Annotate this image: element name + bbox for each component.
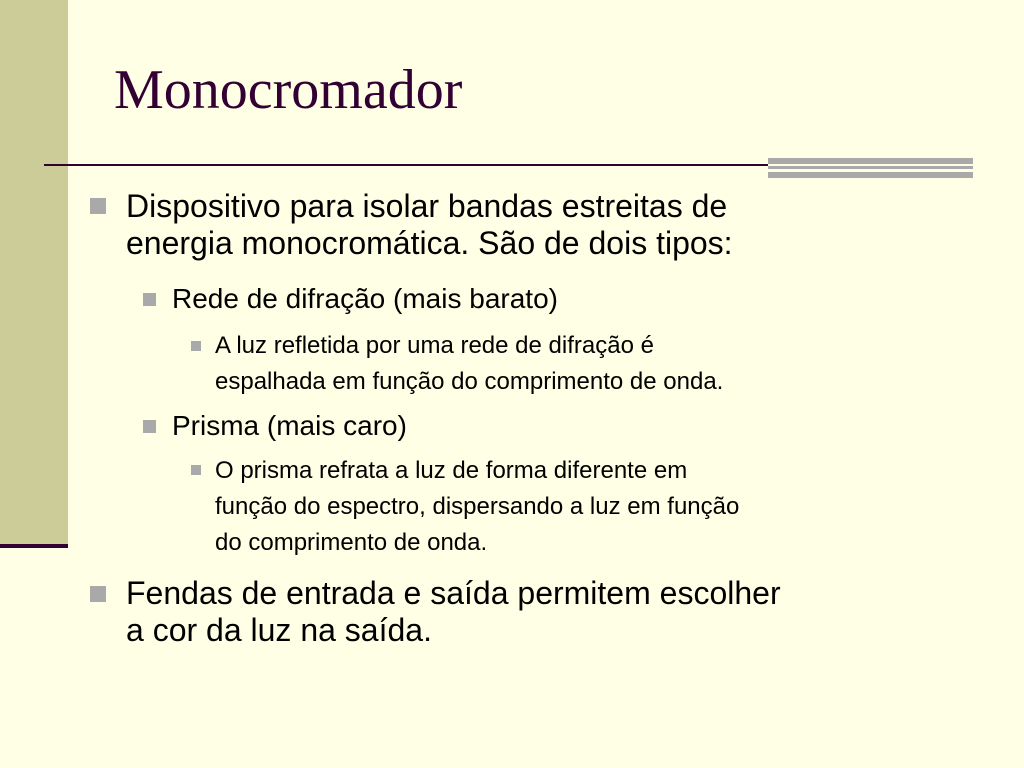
slide-title: Monocromador <box>114 59 463 121</box>
bullet-square-icon <box>90 586 106 602</box>
bullet-line: a cor da luz na saída. <box>126 612 432 648</box>
bullet-line: espalhada em função do comprimento de onda. <box>215 368 724 395</box>
bullet-item <box>172 410 407 442</box>
bullet-line: Fendas de entrada e saída permitem escolher <box>126 575 781 611</box>
bullet-line: energia monocromática. São de dois tipos: <box>126 225 733 261</box>
bullet-item <box>215 328 723 400</box>
bullet-square-icon <box>191 341 201 351</box>
bullet-square-icon <box>143 420 156 433</box>
bullet-square-icon <box>191 465 201 475</box>
bullet-line: Dispositivo para isolar bandas estreitas de <box>126 188 728 224</box>
bullet-item <box>126 188 733 262</box>
bullet-line: Prisma (mais caro) <box>172 410 407 441</box>
bullet-line: A luz refletida por uma rede de difração é <box>215 332 654 359</box>
bullet-line: função do espectro, dispersando a luz em função <box>215 493 740 520</box>
bullet-line: O prisma refrata a luz de forma diferente em <box>215 457 688 484</box>
bullet-square-icon <box>90 198 106 214</box>
bullet-item <box>215 453 739 561</box>
bullet-square-icon <box>143 293 156 306</box>
bullet-line: do comprimento de onda. <box>215 529 488 556</box>
bullet-item <box>126 575 781 649</box>
bullet-line: Rede de difração (mais barato) <box>172 283 558 314</box>
bullet-item <box>172 283 558 315</box>
